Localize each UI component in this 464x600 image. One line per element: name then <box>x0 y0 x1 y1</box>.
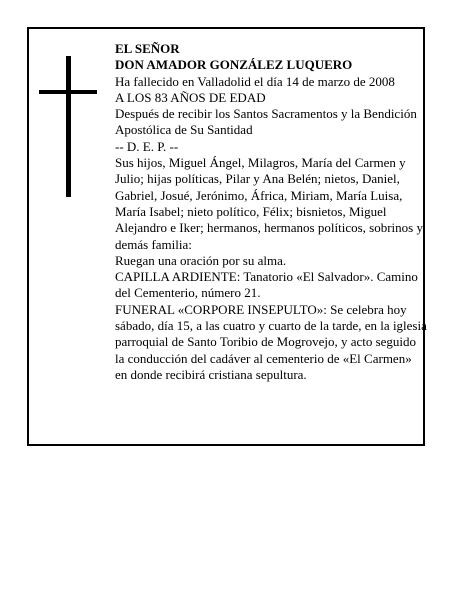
death-line: Ha fallecido en Valladolid el día 14 de marzo de 2008 <box>115 73 395 89</box>
age-line: A LOS 83 AÑOS DE EDAD <box>115 89 266 105</box>
funeral-paragraph: FUNERAL «CORPORE INSEPULTO»: Se celebra hoy sábado, día 15, a las cuatro y cuarto de la tarde, en la iglesia parroquial de Santo Toribio de Mogrovejo, y acto seguido la conducción del cadáver al cementerio de «El Carmen» en donde recibirá cristiana sepultura. <box>115 301 427 382</box>
obituary-text <box>115 41 427 383</box>
rip-line: -- D. E. P. -- <box>115 138 179 154</box>
chapel-paragraph: CAPILLA ARDIENTE: Tanatorio «El Salvador». Camino del Cementerio, número 21. <box>115 269 418 301</box>
obituary-notice <box>27 27 425 446</box>
cross-icon-vertical-bar <box>66 56 71 197</box>
family-paragraph: Sus hijos, Miguel Ángel, Milagros, María del Carmen y Julio; hijas políticas, Pilar y Ana Belén; nietos, Daniel, Gabriel, Josué, Jerónimo, África, Miriam, María Luisa, María Isabel; nieto político, Félix; bisnietos, Miguel Alejandro e Iker; hermanos, hermanos políticos, sobrinos y demás familia: <box>115 155 423 252</box>
notice-heading: EL SEÑOR <box>115 41 180 56</box>
sacraments-line: Después de recibir los Santos Sacramentos y la Bendición Apostólica de Su Santidad <box>115 106 417 138</box>
cross-icon-horizontal-bar <box>39 90 97 94</box>
prayer-line: Ruegan una oración por su alma. <box>115 252 287 268</box>
deceased-name: DON AMADOR GONZÁLEZ LUQUERO <box>115 57 353 73</box>
